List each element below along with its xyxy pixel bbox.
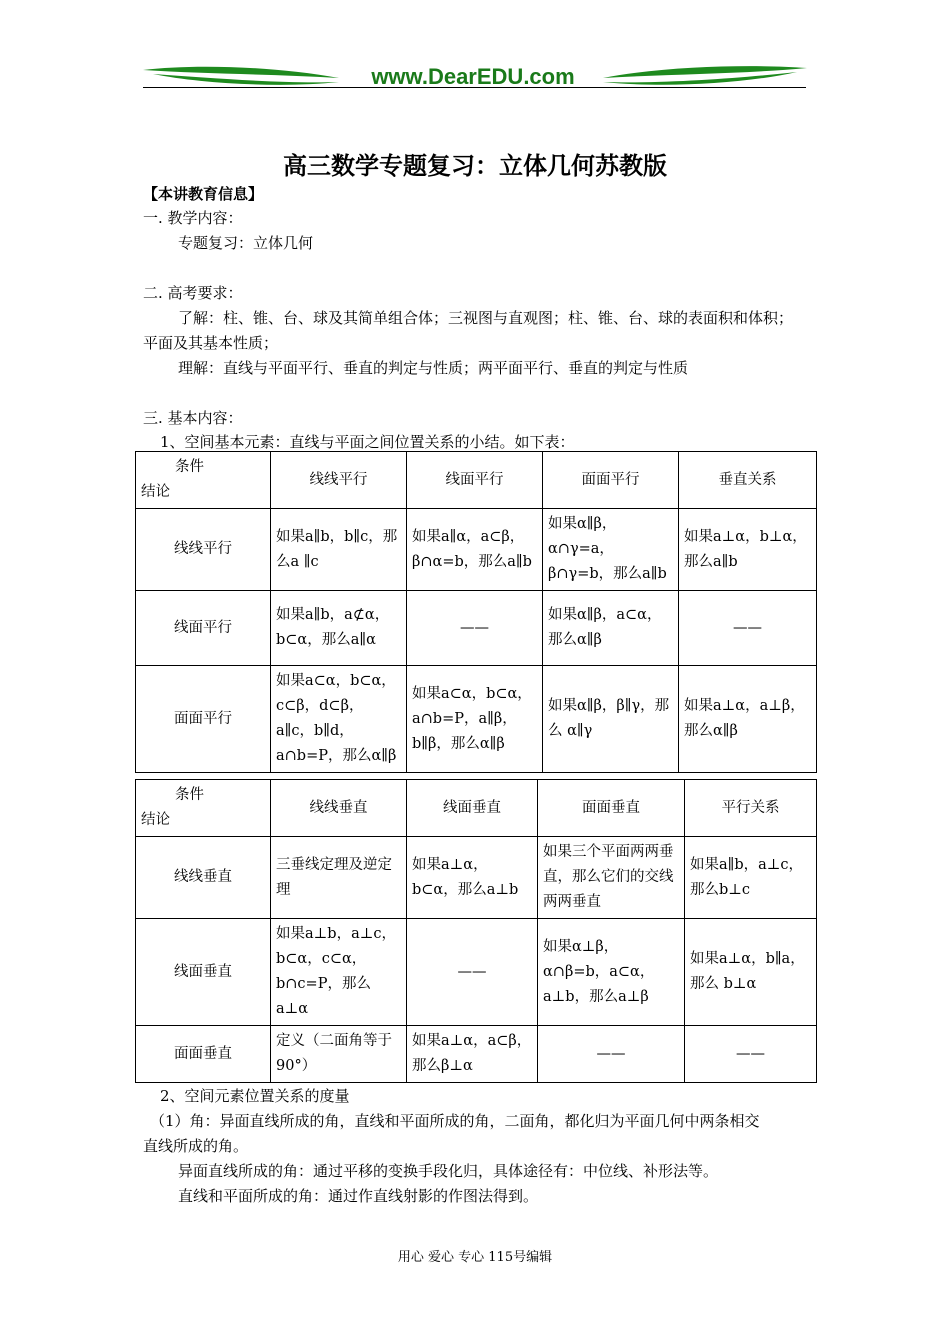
table-cell: 如果三个平面两两垂直，那么它们的交线两两垂直 [538,837,685,919]
corner-condition: 条件 [175,787,204,803]
table-cell: 如果a∥α，a⊂β，β∩α=b，那么a∥b [407,509,543,591]
column-header: 线面垂直 [407,780,538,837]
column-header: 线面平行 [407,452,543,509]
column-header: 面面垂直 [538,780,685,837]
corner-cell [136,452,271,509]
angle-paragraph-line2: 直线所成的角。 [143,1137,249,1155]
line-plane-angle-text: 直线和平面所成的角：通过作直线射影的作图法得到。 [178,1187,539,1205]
table-row [136,919,817,1026]
row-header: 线线垂直 [136,837,271,919]
table-cell: 如果a⊂α，b⊂α，c⊂β，d⊂β，a∥c，b∥d，a∩b=P，那么α∥β [271,666,407,773]
table-cell: —— [538,1026,685,1083]
section1-heading: 一. 教学内容： [143,209,243,227]
table-row [136,666,817,773]
section2-heading: 二. 高考要求： [143,284,243,302]
table-cell: 定义（二面角等于90°） [271,1026,407,1083]
corner-conclusion: 结论 [141,812,170,828]
section1-content: 专题复习：立体几何 [178,234,314,252]
column-header: 面面平行 [543,452,679,509]
perpendicular-relations-table [135,779,817,1083]
row-header: 面面平行 [136,666,271,773]
table-cell: 如果a⊂α，b⊂α，a∩b=P，a∥β，b∥β，那么α∥β [407,666,543,773]
table-cell: 如果a∥b，a⊄α，b⊂α，那么a∥α [271,591,407,666]
table-cell: 如果α∥β，a⊂α，那么α∥β [543,591,679,666]
table-row [136,509,817,591]
table-header-row [136,452,817,509]
table-cell: 如果a⊥α，a⊥β，那么α∥β [679,666,817,773]
site-name: www.DearEDU.com [371,64,575,89]
table-header-row [136,780,817,837]
table-cell: 如果a⊥α，b⊂α，那么a⊥b [407,837,538,919]
column-header: 线线垂直 [271,780,407,837]
column-header: 垂直关系 [679,452,817,509]
section2-line3: 理解：直线与平面平行、垂直的判定与性质；两平面平行、垂直的判定与性质 [178,359,689,377]
corner-condition: 条件 [175,459,204,475]
page-footer: 用心 爱心 专心 115号编辑 [397,1250,553,1265]
corner-cell [136,780,271,837]
row-header: 线面垂直 [136,919,271,1026]
table-cell: —— [679,591,817,666]
header-rule [143,87,806,88]
table-cell: —— [407,591,543,666]
table-cell: 如果a⊥α，a⊂β，那么β⊥α [407,1026,538,1083]
table-cell: 如果α∥β，α∩γ=a，β∩γ=b，那么a∥b [543,509,679,591]
section3-sub2: 2、空间元素位置关系的度量 [160,1087,350,1105]
table-cell: 如果a⊥α，b∥a，那么 b⊥α [685,919,817,1026]
table-cell: 三垂线定理及逆定理 [271,837,407,919]
row-header: 面面垂直 [136,1026,271,1083]
table-cell: 如果a⊥α，b⊥α，那么a∥b [679,509,817,591]
table-cell: 如果a⊥b，a⊥c，b⊂α，c⊂α，b∩c=P，那么a⊥α [271,919,407,1026]
section2-line2: 平面及其基本性质； [143,334,279,352]
table-cell: 如果α∥β，β∥γ，那么 α∥γ [543,666,679,773]
table-row [136,591,817,666]
row-header: 线面平行 [136,591,271,666]
skew-lines-angle-text: 异面直线所成的角：通过平移的变换手段化归，具体途径有：中位线、补形法等。 [178,1162,719,1180]
section3-sub1: 1、空间基本元素：直线与平面之间位置关系的小结。如下表： [160,433,575,451]
table-cell: 如果a∥b，b∥c，那么a ∥c [271,509,407,591]
table-row [136,1026,817,1083]
right-leaf-swoosh [603,66,807,78]
column-header: 线线平行 [271,452,407,509]
angle-paragraph-line1: （1）角：异面直线所成的角，直线和平面所成的角，二面角，都化归为平面几何中两条相交 [150,1112,760,1130]
document-title: 高三数学专题复习：立体几何苏教版 [283,152,667,180]
parallel-relations-table [135,451,817,773]
table-cell: 如果a∥b，a⊥c，那么b⊥c [685,837,817,919]
table-cell: 如果α⊥β，α∩β=b，a⊂α，a⊥b，那么a⊥β [538,919,685,1026]
section2-line1: 了解：柱、锥、台、球及其简单组合体；三视图与直观图；柱、锥、台、球的表面积和体积； [178,309,794,327]
section-info-heading: 【本讲教育信息】 [143,185,264,203]
table-row [136,837,817,919]
section3-heading: 三. 基本内容： [143,409,243,427]
corner-conclusion: 结论 [141,484,170,500]
column-header: 平行关系 [685,780,817,837]
row-header: 线线平行 [136,509,271,591]
table-cell: —— [685,1026,817,1083]
table-cell: —— [407,919,538,1026]
